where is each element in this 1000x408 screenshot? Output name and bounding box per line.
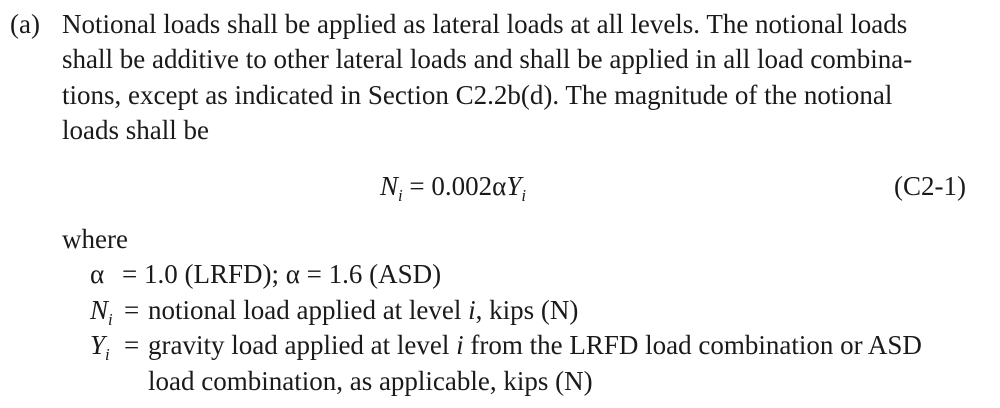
definition-n-letter: N: [90, 295, 109, 325]
paragraph-line-4: loads shall be: [62, 115, 209, 145]
definition-n-text-before: notional load applied at level: [148, 295, 469, 325]
definition-y-text-before: gravity load applied at level: [148, 330, 457, 360]
equation-number: (C2-1): [894, 171, 966, 201]
equation-c2-1: [380, 168, 526, 204]
definition-y-subscript: i: [105, 344, 110, 364]
where-label: where: [62, 224, 128, 254]
definition-n-subscript: i: [108, 309, 113, 329]
equation-lhs: N: [380, 171, 399, 201]
definition-text-alpha: = 1.0 (LRFD); α = 1.6 (ASD): [122, 259, 442, 289]
paragraph-line-3: tions, except as indicated in Section C2.2b(d). The magnitude of the notional: [62, 80, 893, 110]
definition-y-var: i: [456, 330, 464, 360]
equation-coefficient: = 0.002: [402, 171, 493, 201]
definition-text-y-line-2: load combination, as applicable, kips (N): [148, 366, 593, 396]
equation-lhs-subscript: i: [398, 185, 403, 205]
definition-y-equals: =: [124, 330, 140, 360]
paragraph-line-2: shall be additive to other lateral loads and shall be applied in all load combina-: [62, 44, 913, 74]
definition-n-text-after: , kips (N): [475, 295, 579, 325]
equation-alpha: α: [492, 171, 507, 201]
definition-text-y: [148, 327, 922, 363]
item-label: (a): [10, 9, 40, 39]
definition-n-var: i: [468, 295, 476, 325]
definition-y-letter: Y: [90, 330, 106, 360]
equation-rhs: Y: [506, 171, 522, 201]
equation-rhs-subscript: i: [521, 185, 526, 205]
definition-n-equals: =: [124, 295, 140, 325]
definition-text-n: [148, 292, 578, 328]
definition-symbol-alpha: α: [90, 259, 105, 289]
definition-y-text-after: from the LRFD load combination or ASD: [463, 330, 922, 360]
paragraph-line-1: Notional loads shall be applied as lateral loads at all levels. The notional loads: [62, 9, 908, 39]
